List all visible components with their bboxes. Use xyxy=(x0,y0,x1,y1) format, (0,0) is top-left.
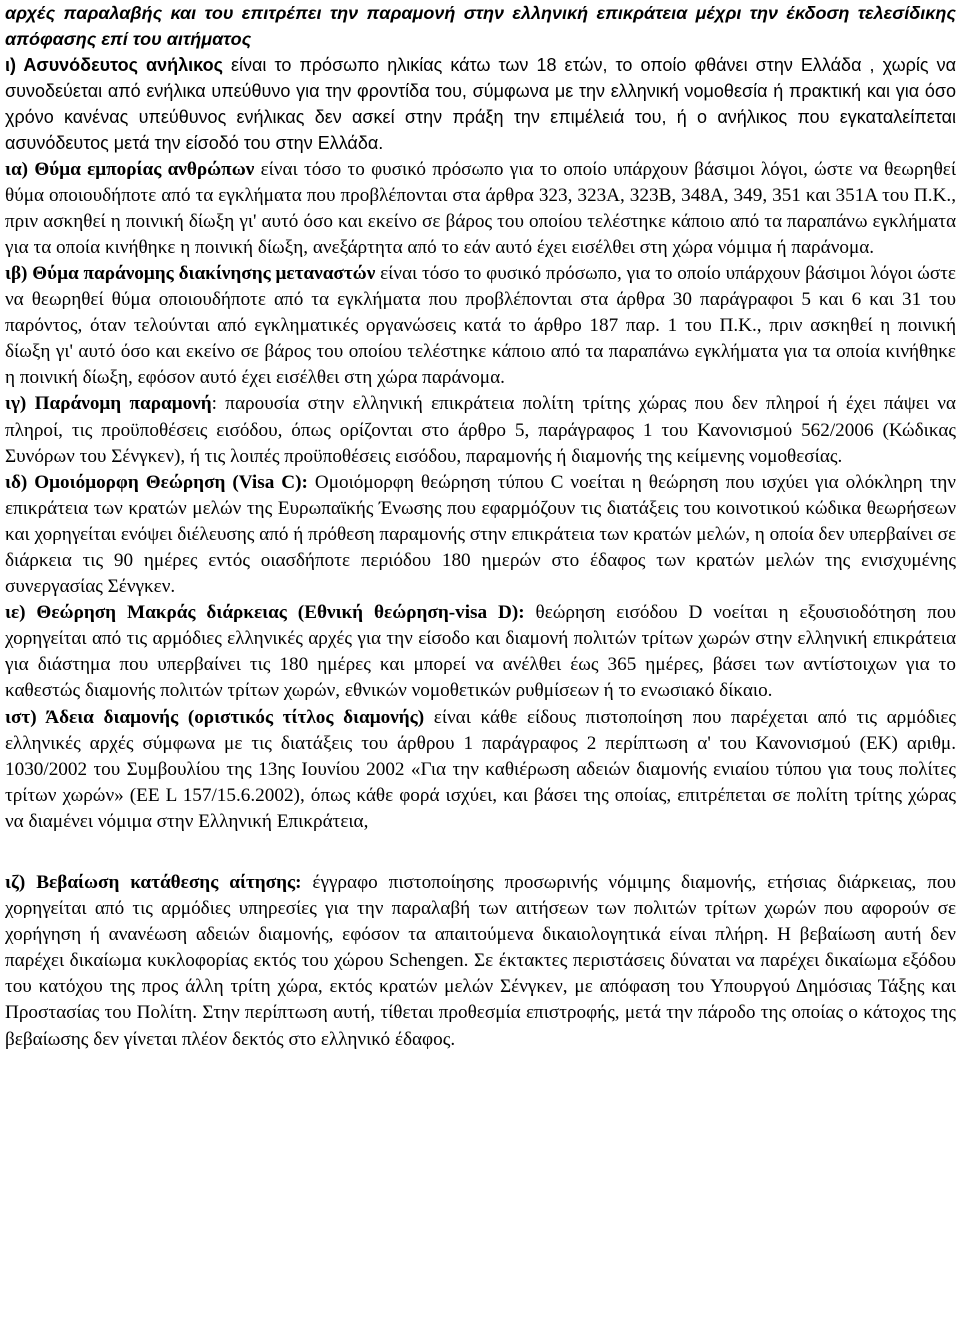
definition-text: είναι τόσο το φυσικό πρόσωπο, για το οποίο υπάρχουν βάσιμοι λόγοι ώστε να θεωρηθεί θύμα οποιουδήποτε από τα εγκλήματα που προβλέπονται στα άρθρα 30 παράγραφοι 5 και 6 και 31 του παρόντος, όταν τελούνται από εγκληματικές οργανώσεις κατά το άρθρο 187 παρ. 1 του Π.Κ., πριν ασκηθεί η ποινική δίωξη γι' αυτό όσο και εκείνο σε βάρος του οποίου τελέστηκε κάποιο από τα παραπάνω εγκλήματα για τα οποία κινήθηκε η ποινική δίωξη, εφόσον αυτό έχει εισέλθει στη χώρα παράνομα. xyxy=(5,262,956,389)
term-heading: ιγ) Παράνομη παραμονή xyxy=(5,393,212,415)
paragraph-i xyxy=(5,52,956,156)
paragraph-id xyxy=(5,470,956,600)
term-heading: ιβ) Θύμα παράνομης διακίνησης μεταναστών xyxy=(5,262,376,284)
definition-text: θεώρηση εισόδου D νοείται η εξουσιοδότηση που χορηγείται από τις αρμόδιες ελληνικές αρχές για την είσοδο και διαμονή πολιτών τρίτων χωρών στην ελληνική επικράτεια για διάστημα που υπερβαίνει τις 180 ημέρες και μπορεί να ανέλθει έως 365 ημέρες, βάσει των αντίστοιχων για το καθεστώς διαμονής πολιτών τρίτων χωρών, εθνικών νομοθετικών ρυθμίσεων ή το ενωσιακό δίκαιο. xyxy=(5,602,956,702)
definition-text: : παρουσία στην ελληνική επικράτεια πολίτη τρίτης χώρας που δεν πληροί ή έχει πάψει να πληροί, τις προϋποθέσεις εισόδου, όπως ορίζονται στο άρθρο 5, παράγραφος 1 του Κανονισμού 562/2006 (Κώδικας Συνόρων του Σένγκεν), ή τις λοιπές προϋποθέσεις εισόδου, παραμονής ή διαμονής της κείμενης νομοθεσίας. xyxy=(5,393,956,467)
term-heading: ι) Ασυνόδευτος ανήλικος xyxy=(5,55,223,76)
term-heading: αρχές παραλαβής και του επιτρέπει την παραμονή στην ελληνική επικράτεια μέχρι την έκδοση τελεσίδικης απόφασης επί του αιτήματος xyxy=(5,3,956,50)
term-heading: ιζ) Βεβαίωση κατάθεσης αίτησης: xyxy=(5,872,302,893)
paragraph-ib xyxy=(5,261,956,391)
definition-text: είναι το πρόσωπο ηλικίας κάτω των 18 ετών, το οποίο φθάνει στην Ελλάδα , χωρίς να συνοδεύεται από ενήλικα υπεύθυνο για την φροντίδα του, σύμφωνα με την ελληνική νομοθεσία ή πρακτική και για όσο χρόνο κανένας υπεύθυνος ενήλικας δεν ασκεί στην πράξη την επιμέλειά του, ή ο ανήλικος που εγκαταλείπεται ασυνόδευτος μετά την είσοδό του στην Ελλάδα. xyxy=(5,55,956,154)
definition-text: είναι τόσο το φυσικό πρόσωπο για το οποίο υπάρχουν βάσιμοι λόγοι, ώστε να θεωρηθεί θύμα οποιουδήποτε από τα εγκλήματα που προβλέπονται στα άρθρα 323, 323Α, 323Β, 348Α, 349, 351 και 351Α του Π.Κ., πριν ασκηθεί η ποινική δίωξη γι' αυτό όσο και εκείνο σε βάρος του οποίου τελέστηκε κάποιο από τα παραπάνω εγκλήματα για τα οποία κινήθηκε η ποινική δίωξη, ανεξάρτητα από το εάν αυτό έχει εισέλθει στη χώρα νόμιμα ή παράνομα. xyxy=(5,158,957,258)
paragraph-ie xyxy=(5,600,956,704)
paragraph-cont xyxy=(5,0,956,52)
document-body xyxy=(5,0,956,1053)
definition-text: έγγραφο πιστοποίησης προσωρινής νόμιμης διαμονής, ετήσιας διάρκειας, που χορηγείται από τις αρμόδιες υπηρεσίες για την παραλαβή των αιτήσεων των πολιτών τρίτων χωρών που αφορούν σε χορήγηση ή ανανέωση αδειών διαμονής, εφόσον τα απαιτούμενα δικαιολογητικά είναι πλήρη. Η βεβαίωση αυτή δεν παρέχει δικαίωμα κυκλοφορίας εκτός του χώρου Schengen. Σε έκτακτες περιστάσεις δύναται να παρέχει δικαίωμα εξόδου του κατόχου της προς άλλη τρίτη χώρα, εκτός κρατών μελών Σένγκεν, με απόφαση του Υπουργού Δημόσιας Τάξης και Προστασίας του Πολίτη. Στην περίπτωση αυτή, τίθεται προθεσμία επιστροφής, μετά την πάροδο της οποίας ο κάτοχος της βεβαίωσης δεν γίνεται πλέον δεκτός στο ελληνικό έδαφος. xyxy=(5,872,957,1050)
paragraph-iz xyxy=(5,870,956,1053)
term-heading: ιστ) Άδεια διαμονής (οριστικός τίτλος διαμονής) xyxy=(5,706,425,728)
term-heading: ιε) Θεώρηση Μακράς διάρκειας (Εθνική θεώρηση-visa D): xyxy=(5,602,525,624)
definition-text: είναι κάθε είδους πιστοποίηση που παρέχεται από τις αρμόδιες ελληνικές αρχές σύμφωνα με τις διατάξεις του άρθρου 1 παράγραφος 2 περίπτωση α' του Κανονισμού (ΕΚ) αριθμ. 1030/2002 του Συμβουλίου της 13ης Ιουνίου 2002 «Για την καθιέρωση αδειών διαμονής ενιαίου τύπου για τους πολίτες τρίτων χωρών» (ΕΕ L 157/15.6.2002), όπως κάθε φορά ισχύει, και βάσει της οποίας, επιτρέπεται σε πολίτη τρίτης χώρας να διαμένει νόμιμα στην Ελληνική Επικράτεια, xyxy=(5,706,956,832)
paragraph-ist xyxy=(5,705,956,835)
term-heading: ια) Θύμα εμπορίας ανθρώπων xyxy=(5,158,255,180)
paragraph-spacer xyxy=(5,835,956,870)
term-heading: ιδ) Ομοιόμορφη Θεώρηση (Visa C): xyxy=(5,471,308,493)
paragraph-ia xyxy=(5,157,956,261)
paragraph-ig xyxy=(5,391,956,469)
definition-text: Ομοιόμορφη θεώρηση τύπου C νοείται η θεώρηση που ισχύει για ολόκληρη την επικράτεια των κρατών μελών της Ευρωπαϊκής Ένωσης που εφαρμόζουν τις διατάξεις του κοινοτικού κώδικα θεωρήσεων και χορηγείται ενόψει διέλευσης από ή πρόθεση παραμονής στην επικράτεια των κρατών μελών, η οποία δεν υπερβαίνει σε διάρκεια τις 90 ημέρες εντός οιασδήποτε περιόδου 180 ημερών στο έδαφος των κρατών μελών της ενισχυμένης συνεργασίας Σένγκεν. xyxy=(5,471,956,598)
